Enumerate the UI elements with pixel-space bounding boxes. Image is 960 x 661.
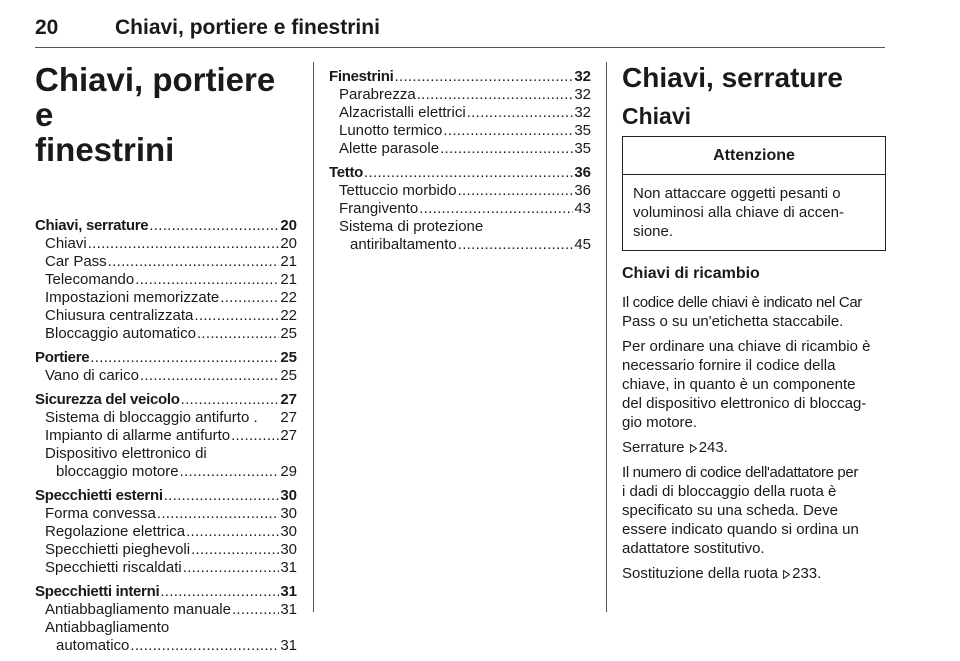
toc-column-1: [35, 62, 297, 661]
toc-entry-sicurezza-veicolo[interactable]: Sicurezza del veicolo ..... 27: [35, 391, 297, 409]
section-heading: Chiavi, serrature: [622, 62, 843, 93]
chapter-title: Chiavi, portiere e finestrini: [35, 61, 276, 168]
toc-entry[interactable]: Lunotto termico ..... 35: [329, 122, 591, 140]
attention-box: [622, 136, 886, 251]
toc-entry[interactable]: Bloccaggio automatico ..... 25: [35, 325, 297, 343]
toc-section: [329, 68, 591, 158]
column-divider-2: [606, 62, 607, 612]
toc-entry-specchietti-esterni[interactable]: Specchietti esterni ..... 30: [35, 487, 297, 505]
toc-entry-line[interactable]: Sistema di protezione: [339, 218, 484, 235]
toc-entry-tetto[interactable]: Tetto ..... 36: [329, 164, 591, 182]
page-reference-link[interactable]: 243.: [698, 439, 728, 456]
toc-entry-specchietti-interni[interactable]: Specchietti interni ..... 31: [35, 583, 297, 601]
toc-entry[interactable]: bloccaggio motore ..... 29: [35, 463, 297, 481]
toc-entry[interactable]: Impianto di allarme antifurto ..... 27: [35, 427, 297, 445]
toc-entry[interactable]: Impostazioni memorizzate ..... 22: [35, 289, 297, 307]
toc-entry[interactable]: Parabrezza ..... 32: [329, 86, 591, 104]
toc-entry[interactable]: Specchietti riscaldati ..... 31: [35, 559, 297, 577]
toc-section: [35, 487, 297, 577]
column-divider-1: [313, 62, 314, 612]
toc-entry-finestrini[interactable]: Finestrini ..... 32: [329, 68, 591, 86]
toc-entry-portiere[interactable]: Portiere ..... 25: [35, 349, 297, 367]
page-reference-arrow-icon: [690, 444, 697, 453]
toc-entry[interactable]: Forma convessa ..... 30: [35, 505, 297, 523]
paragraph: Il numero di codice dell'adattatore per i dadi di bloccaggio della ruota è specificato su una scheda. Deve essere indicato quando si ordina un adattatore sostitutivo.: [622, 464, 859, 557]
toc-entry[interactable]: Tettuccio morbido ..... 36: [329, 182, 591, 200]
content-column: [622, 62, 886, 589]
toc-entry[interactable]: Sistema di bloccaggio antifurto . 27: [45, 409, 297, 426]
toc-entry[interactable]: Specchietti pieghevoli ..... 30: [35, 541, 297, 559]
toc-entry[interactable]: Frangivento ..... 43: [329, 200, 591, 218]
toc-section: [35, 583, 297, 655]
spare-keys-heading: Chiavi di ricambio: [622, 265, 760, 282]
paragraph: Per ordinare una chiave di ricambio è necessario fornire il codice della chiave, in quanto è un componente del dispositivo elettronico di bloccag- gio motore.: [622, 338, 871, 431]
toc-entry[interactable]: Vano di carico ..... 25: [35, 367, 297, 385]
toc-entry[interactable]: automatico ..... 31: [35, 637, 297, 655]
page-number: 20: [35, 16, 59, 39]
toc-entry-line[interactable]: Dispositivo elettronico di: [45, 445, 207, 462]
toc-entry[interactable]: antiribaltamento ..... 45: [329, 236, 591, 254]
running-header: [35, 16, 885, 46]
paragraph-reference: Serrature 243.: [622, 439, 728, 456]
header-title: Chiavi, portiere e finestrini: [115, 16, 380, 39]
toc-entry[interactable]: Antiabbagliamento manuale ..... 31: [35, 601, 297, 619]
toc-entry[interactable]: Car Pass ..... 21: [35, 253, 297, 271]
paragraph: Il codice delle chiavi è indicato nel Car Pass o su un'etichetta staccabile.: [622, 294, 862, 330]
toc-entry[interactable]: Alzacristalli elettrici ..... 32: [329, 104, 591, 122]
toc-section: [35, 217, 297, 343]
toc-section: [35, 349, 297, 385]
attention-text: Non attaccare oggetti pesanti o voluminosi alla chiave di accen- sione.: [633, 185, 844, 240]
toc-entry-line[interactable]: Antiabbagliamento: [45, 619, 170, 636]
toc-entry[interactable]: Telecomando ..... 21: [35, 271, 297, 289]
toc-column-2: [329, 62, 591, 260]
paragraph-reference: Sostituzione della ruota 233.: [622, 565, 822, 582]
toc-entry[interactable]: Chiusura centralizzata ..... 22: [35, 307, 297, 325]
header-rule: [35, 47, 885, 48]
page-reference-arrow-icon: [783, 570, 790, 579]
attention-title: Attenzione: [623, 137, 885, 175]
toc-entry[interactable]: Chiavi ..... 20: [35, 235, 297, 253]
toc-entry[interactable]: Alette parasole ..... 35: [329, 140, 591, 158]
toc-entry-chiavi-serrature[interactable]: Chiavi, serrature ..... 20: [35, 217, 297, 235]
page-reference-link[interactable]: 233.: [792, 565, 822, 582]
toc-section: [329, 164, 591, 254]
subsection-heading: Chiavi: [622, 103, 692, 129]
toc-section: [35, 391, 297, 481]
toc-entry[interactable]: Regolazione elettrica ..... 30: [35, 523, 297, 541]
